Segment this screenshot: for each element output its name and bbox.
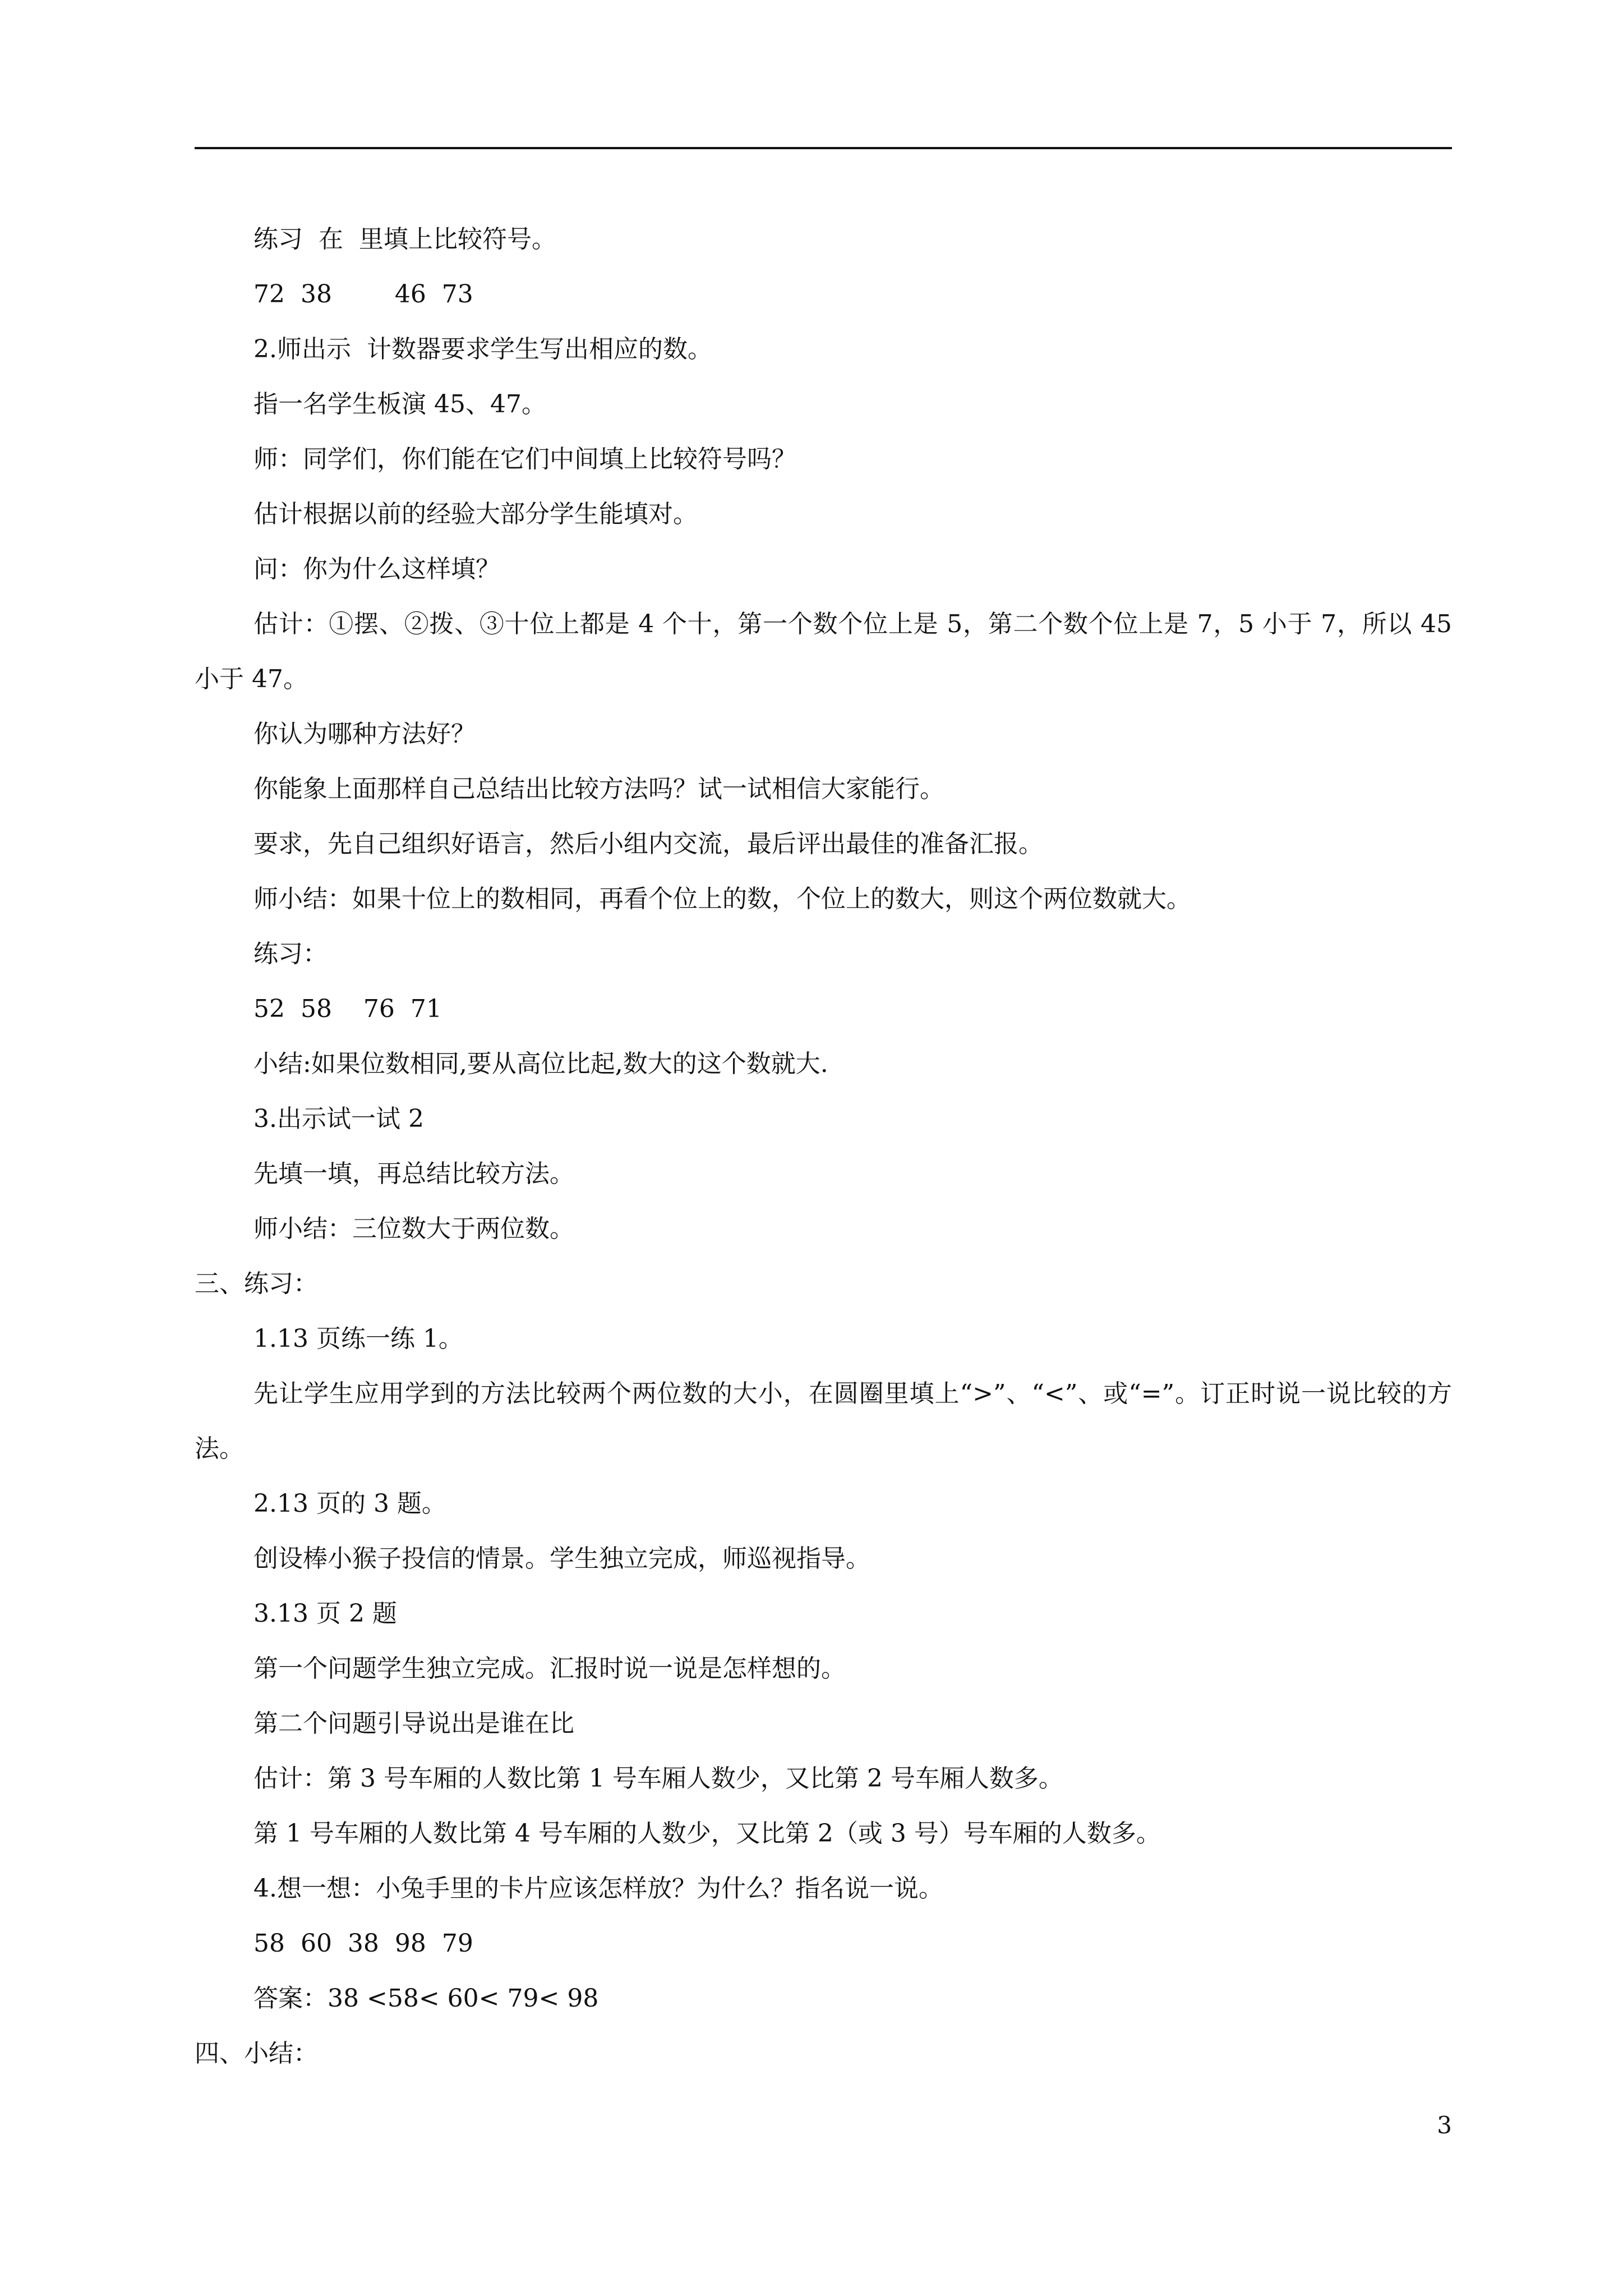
- text-line: 52 58 76 71: [253, 995, 442, 1023]
- text-line: 第二个问题引导说出是谁在比: [253, 1709, 574, 1738]
- text-line: 创设棒小猴子投信的情景。学生独立完成，师巡视指导。: [253, 1544, 870, 1573]
- text-line: 第 1 号车厢的人数比第 4 号车厢的人数少，又比第 2（或 3 号）号车厢的人数多。: [253, 1819, 1161, 1848]
- text-line: 师小结：如果十位上的数相同，再看个位上的数，个位上的数大，则这个两位数就大。: [253, 885, 1191, 913]
- page-number: 3: [1437, 2111, 1452, 2139]
- document-body: [195, 212, 1452, 2081]
- section-heading: 四、小结：: [195, 2039, 318, 2068]
- text-line: 师：同学们，你们能在它们中间填上比较符号吗？: [253, 445, 796, 473]
- text-line: 第一个问题学生独立完成。汇报时说一说是怎样想的。: [253, 1654, 846, 1683]
- header-rule: [195, 147, 1452, 149]
- text-line: 先填一填，再总结比较方法。: [253, 1159, 574, 1188]
- text-line: 答案：38 <58< 60< 79< 98: [253, 1984, 599, 2013]
- section-heading: 三、练习：: [195, 1269, 318, 1298]
- text-line: 指一名学生板演 45、47。: [253, 390, 546, 418]
- text-line: 小结:如果位数相同,要从高位比起,数大的这个数就大.: [253, 1050, 828, 1078]
- text-line: 估计根据以前的经验大部分学生能填对。: [253, 500, 698, 528]
- text-line: 2.13 页的 3 题。: [253, 1489, 446, 1518]
- text-line: 72 38 46 73: [253, 280, 473, 309]
- text-line: 3.13 页 2 题: [253, 1599, 397, 1628]
- text-line: 估计：第 3 号车厢的人数比第 1 号车厢人数少，又比第 2 号车厢人数多。: [253, 1764, 1063, 1793]
- text-line: 1.13 页练一练 1。: [253, 1324, 463, 1353]
- text-line: 练习 在 里填上比较符号。: [253, 225, 556, 254]
- text-line: 58 60 38 98 79: [253, 1929, 473, 1958]
- text-line: 你能象上面那样自己总结出比较方法吗？试一试相信大家能行。: [253, 775, 944, 803]
- text-line: 4.想一想：小兔手里的卡片应该怎样放？为什么？指名说一说。: [253, 1874, 943, 1903]
- text-line: 2.师出示 计数器要求学生写出相应的数。: [253, 335, 712, 364]
- text-line: 师小结：三位数大于两位数。: [253, 1214, 574, 1243]
- text-paragraph: 估计：①摆、②拨、③十位上都是 4 个十，第一个数个位上是 5，第二个数个位上是 7，5 小于 7，所以 45 小于 47。: [195, 610, 1452, 693]
- text-line: 要求，先自己组织好语言，然后小组内交流，最后评出最佳的准备汇报。: [253, 830, 1043, 858]
- text-line: 练习：: [253, 940, 328, 968]
- text-line: 你认为哪种方法好？: [253, 720, 476, 748]
- text-line: 问：你为什么这样填？: [253, 555, 500, 583]
- text-paragraph: 先让学生应用学到的方法比较两个两位数的大小，在圆圈里填上“>”、“<”、或“=”。订正时说一说比较的方法。: [195, 1379, 1452, 1463]
- text-line: 3.出示试一试 2: [253, 1105, 424, 1133]
